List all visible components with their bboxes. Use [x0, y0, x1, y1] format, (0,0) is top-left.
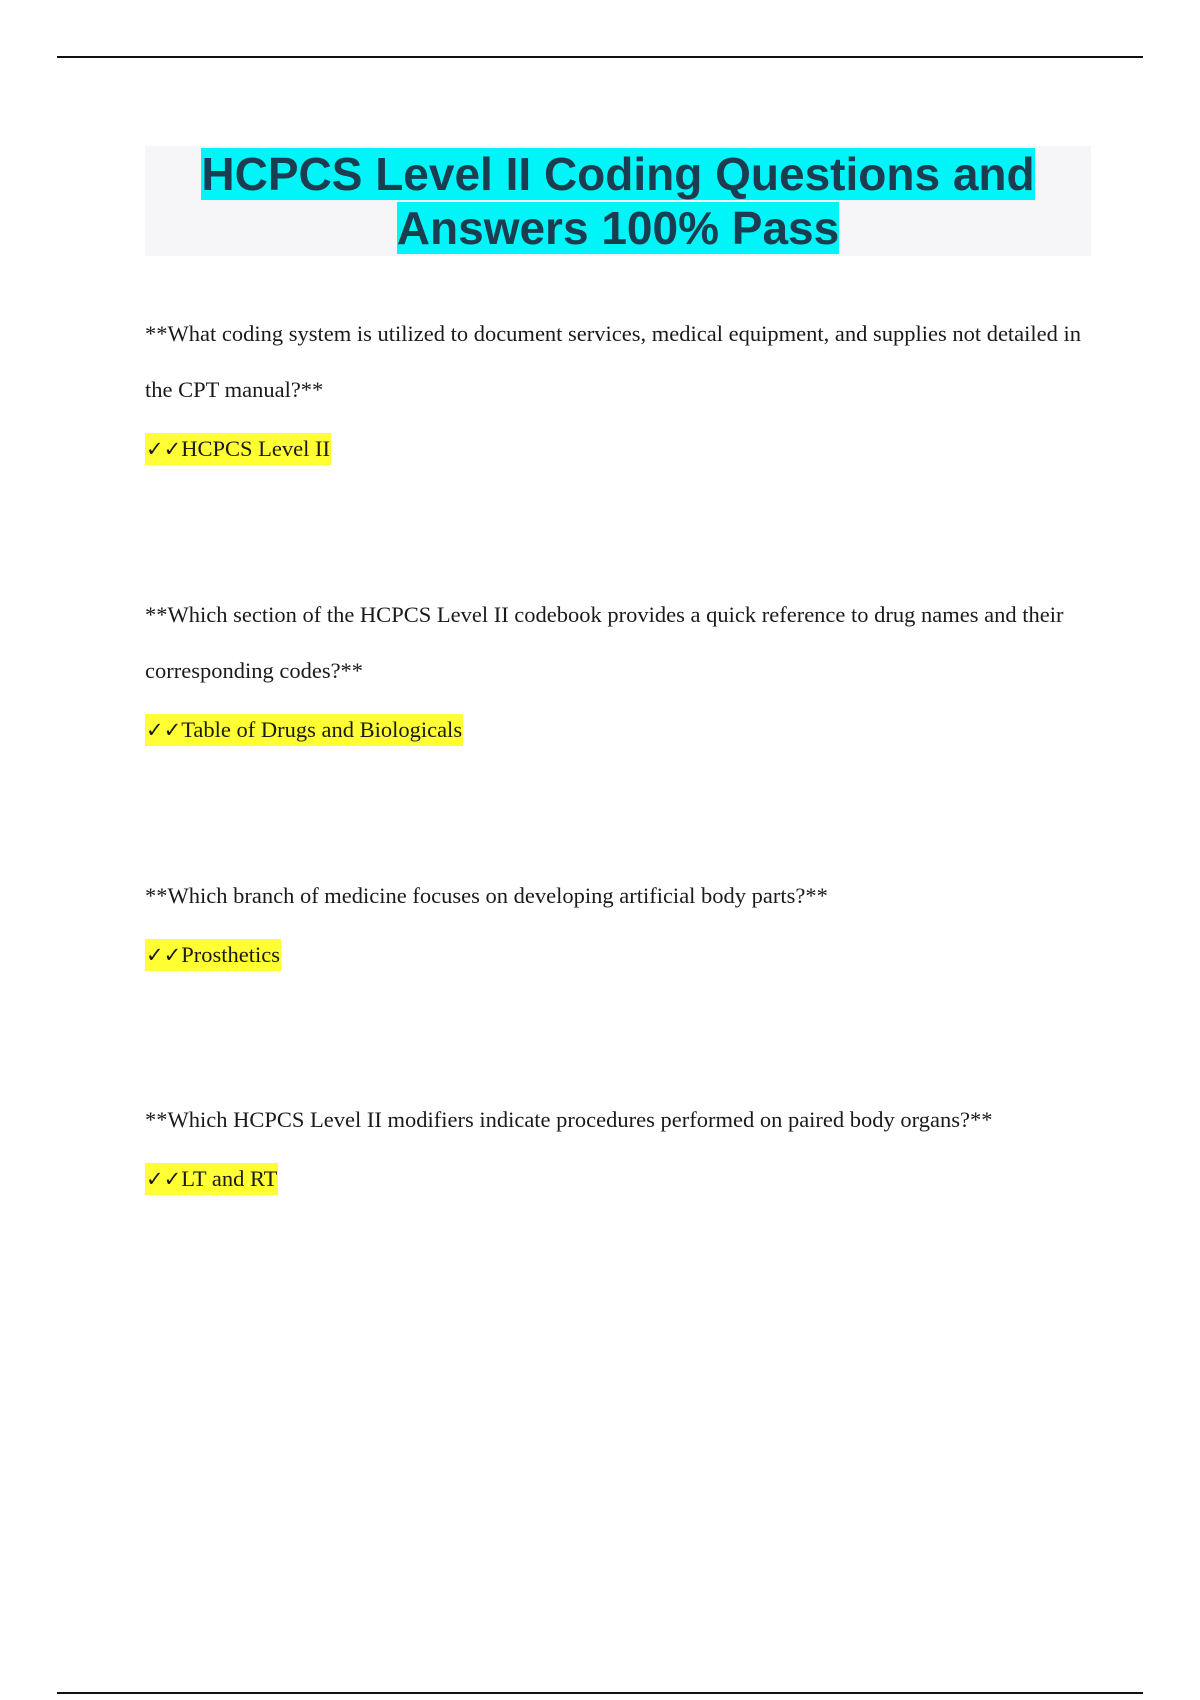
check-icon: ✓✓ [146, 943, 182, 967]
check-icon: ✓✓ [146, 437, 182, 461]
answer-text: Table of Drugs and Biologicals [181, 717, 463, 742]
answer-text: LT and RT [181, 1166, 278, 1191]
qa-item-1 [145, 306, 1095, 465]
top-rule [57, 56, 1143, 58]
answer-text: Prosthetics [181, 942, 280, 967]
question-text: **Which HCPCS Level II modifiers indicate procedures performed on paired body organs?** [145, 1107, 993, 1132]
bottom-rule [57, 1692, 1143, 1694]
answer-highlight [145, 714, 463, 746]
answer-highlight [145, 433, 331, 465]
document-title: HCPCS Level II Coding Questions and Answers 100% Pass [201, 148, 1035, 254]
qa-item-2 [145, 587, 1095, 746]
title-banner [145, 146, 1091, 256]
question-text: **What coding system is utilized to document services, medical equipment, and supplies not detailed in the CPT manual?** [145, 321, 1082, 402]
answer-highlight [145, 1163, 278, 1195]
answer-highlight [145, 939, 281, 971]
answer-text: HCPCS Level II [181, 436, 330, 461]
qa-item-4 [145, 1092, 1095, 1195]
qa-item-3 [145, 868, 1095, 971]
check-icon: ✓✓ [146, 1167, 182, 1191]
check-icon: ✓✓ [146, 718, 182, 742]
question-text: **Which branch of medicine focuses on developing artificial body parts?** [145, 883, 828, 908]
question-text: **Which section of the HCPCS Level II codebook provides a quick reference to drug names and their corresponding codes?** [145, 602, 1064, 683]
